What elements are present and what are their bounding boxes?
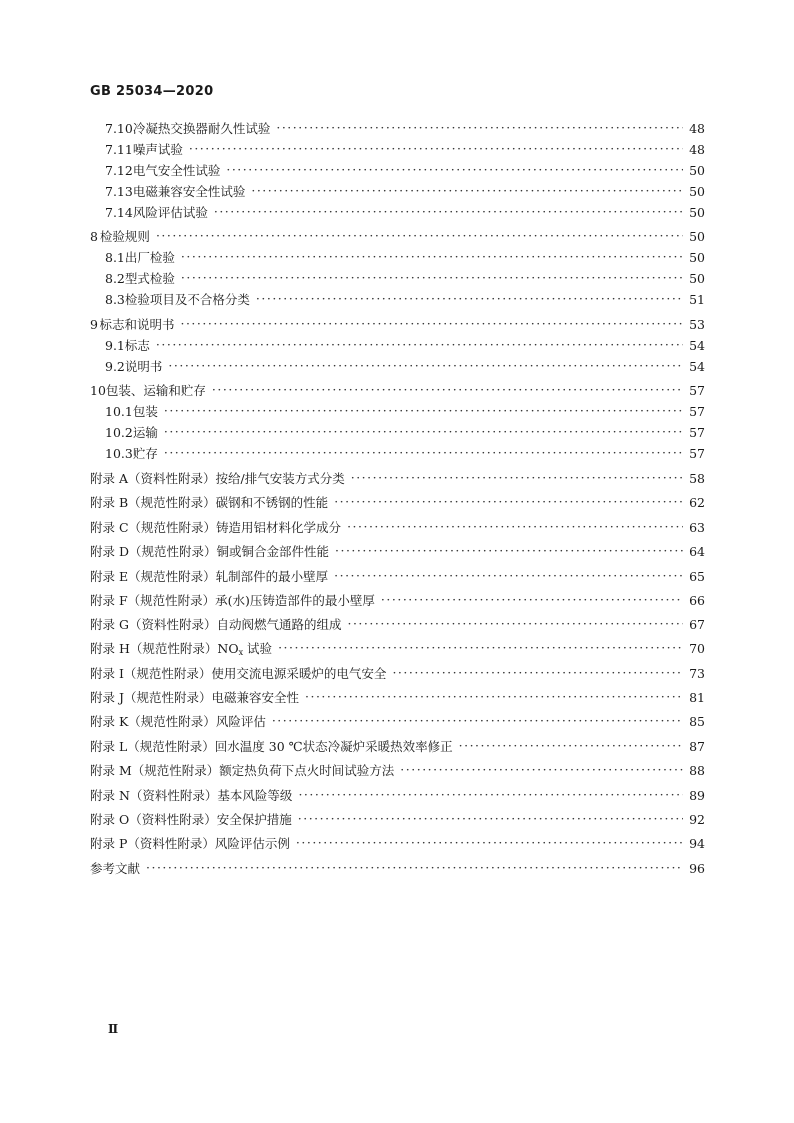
toc-entry-page: 58 [689, 470, 705, 486]
toc-entry-page: 63 [689, 519, 705, 535]
toc-entry[interactable] [90, 760, 705, 780]
toc-entry-number: 7.10 [105, 120, 133, 136]
dot-leader [181, 268, 683, 288]
dot-leader [459, 736, 683, 756]
toc-entry-page: 57 [689, 403, 705, 419]
toc-entry-page: 53 [689, 316, 705, 332]
toc-entry-page: 54 [689, 358, 705, 374]
dot-leader [272, 711, 683, 731]
toc-entry-page: 96 [689, 860, 705, 876]
dot-leader [146, 858, 683, 878]
dot-leader [189, 139, 683, 159]
toc-entry-title: 出厂检验 [124, 250, 175, 265]
toc-entry[interactable] [105, 401, 705, 421]
dot-leader [164, 422, 683, 442]
toc-entry-title: 检验规则 [99, 229, 150, 244]
toc-entry-number: 8.2 [105, 270, 125, 286]
toc-entry[interactable] [90, 687, 705, 707]
toc-entry-number: 8.1 [105, 249, 125, 265]
toc-entry-page: 48 [689, 120, 705, 136]
toc-entry-title: 运输 [132, 425, 158, 440]
dot-leader [298, 785, 683, 805]
toc-entry-title: 承(水)压铸造部件的最小壁厚 [215, 593, 375, 608]
toc-entry[interactable] [90, 492, 705, 512]
dot-leader [181, 247, 683, 267]
page-number: Ⅱ [108, 1022, 119, 1036]
dot-leader [164, 401, 683, 421]
toc-entry-page: 65 [689, 568, 705, 584]
toc-entry-page: 73 [689, 665, 705, 681]
toc-entry-page: 50 [689, 204, 705, 220]
toc-entry-page: 67 [689, 616, 705, 632]
toc-entry-title: 标志和说明书 [99, 317, 175, 332]
toc-entry-title: 自动阀燃气通路的组成 [216, 617, 342, 632]
toc-entry-title: 使用交流电源采暖炉的电气安全 [211, 666, 387, 681]
toc-entry-number: 附录 D（规范性附录） [90, 544, 217, 559]
toc-entry-title: 风险评估 [215, 714, 266, 729]
dot-leader [305, 687, 683, 707]
toc-entry-title: 参考文献 [90, 861, 141, 876]
toc-entry-number: 附录 F（规范性附录） [90, 593, 216, 608]
toc-entry[interactable] [105, 268, 705, 288]
toc-entry-title-main: NO [217, 641, 239, 656]
toc-entry-number: 附录 H（规范性附录） [90, 641, 218, 656]
dot-leader [400, 760, 683, 780]
toc-entry-title: 包装 [132, 404, 158, 419]
toc-entry-title: 按给/排气安装方式分类 [215, 471, 345, 486]
dot-leader [334, 566, 683, 586]
toc-entry[interactable] [105, 181, 705, 201]
dot-leader [351, 468, 683, 488]
toc-entry-page: 92 [689, 811, 705, 827]
toc-entry-number: 附录 M（规范性附录） [90, 763, 220, 778]
dot-leader [251, 181, 683, 201]
dot-leader [347, 517, 683, 537]
toc-entry-page: 57 [689, 382, 705, 398]
toc-entry[interactable] [90, 566, 705, 586]
dot-leader [392, 663, 683, 683]
toc-entry-number: 9.1 [105, 337, 125, 353]
toc-entry[interactable] [105, 422, 705, 442]
dot-leader [296, 833, 683, 853]
toc-entry-number: 10.2 [105, 424, 133, 440]
toc-entry[interactable] [105, 356, 705, 376]
toc-entry-number: 7.11 [105, 141, 133, 157]
toc-entry-title: 额定热负荷下点火时间试验方法 [219, 763, 395, 778]
dot-leader [156, 335, 683, 355]
toc-entry-number: 9.2 [105, 358, 125, 374]
toc-entry-title: 风险评估示例 [214, 836, 290, 851]
toc-entry[interactable] [90, 809, 705, 829]
dot-leader [276, 118, 683, 138]
toc-entry-title: 铜或铜合金部件性能 [216, 544, 330, 559]
toc-entry-title: 安全保护措施 [216, 812, 292, 827]
toc-entry[interactable] [90, 785, 705, 805]
toc-entry-page: 51 [689, 291, 705, 307]
toc-entry-number: 7.12 [105, 162, 133, 178]
toc-entry-number: 8.3 [105, 291, 125, 307]
toc-entry[interactable] [90, 590, 705, 610]
toc-entry-page: 48 [689, 141, 705, 157]
toc-entry-title: 碳钢和不锈钢的性能 [215, 495, 329, 510]
dot-leader [168, 356, 683, 376]
dot-leader [226, 160, 683, 180]
toc-entry-title: 风险评估试验 [132, 205, 208, 220]
toc-entry-page: 50 [689, 270, 705, 286]
toc-entry-title-subscript: x [238, 648, 244, 657]
toc-entry-number: 附录 C（规范性附录） [90, 520, 217, 535]
toc-entry-page: 64 [689, 543, 705, 559]
dot-leader [212, 380, 683, 400]
toc-entry-page: 50 [689, 249, 705, 265]
toc-entry-number: 附录 O（资料性附录） [90, 812, 217, 827]
toc-entry-number: 附录 P（资料性附录） [90, 836, 215, 851]
toc-entry[interactable] [90, 541, 705, 561]
toc-entry-title: 检验项目及不合格分类 [124, 292, 250, 307]
toc-entry-page: 87 [689, 738, 705, 754]
toc-entry-page: 89 [689, 787, 705, 803]
document-header: GB 25034—2020 [90, 84, 214, 99]
toc-entry-title: 型式检验 [124, 271, 175, 286]
toc-entry-number: 附录 J（规范性附录） [90, 690, 212, 705]
dot-leader [156, 226, 683, 246]
toc-entry-title: 电气安全性试验 [132, 163, 221, 178]
dot-leader [335, 541, 683, 561]
toc-entry-page: 62 [689, 494, 705, 510]
toc-entry[interactable] [90, 468, 705, 488]
toc-entry-number: 10.1 [105, 403, 133, 419]
toc-entry-page: 88 [689, 762, 705, 778]
toc-entry[interactable] [90, 833, 705, 853]
toc-entry[interactable] [90, 314, 705, 334]
toc-entry-title: 回水温度 30 ℃状态冷凝炉采暖热效率修正 [214, 739, 453, 754]
toc-entry[interactable] [105, 139, 705, 159]
toc-entry-page: 57 [689, 445, 705, 461]
dot-leader [278, 638, 683, 658]
toc-entry-number: 附录 N（资料性附录） [90, 788, 218, 803]
toc-entry-page: 85 [689, 713, 705, 729]
toc-entry-number: 附录 A（资料性附录） [90, 471, 216, 486]
toc-entry-page: 50 [689, 162, 705, 178]
toc-entry[interactable] [90, 711, 705, 731]
toc-entry-page: 54 [689, 337, 705, 353]
toc-entry[interactable] [105, 202, 705, 222]
toc-entry[interactable] [105, 160, 705, 180]
dot-leader [334, 492, 683, 512]
toc-entry[interactable] [105, 289, 705, 309]
dot-leader [298, 809, 683, 829]
toc-entry[interactable] [105, 443, 705, 463]
toc-entry-number: 附录 E（规范性附录） [90, 569, 216, 584]
toc-entry-title: 包装、运输和贮存 [105, 383, 206, 398]
toc-entry-page: 70 [689, 640, 705, 656]
toc-entry-title: 电磁兼容安全性 [211, 690, 300, 705]
toc-entry-page: 57 [689, 424, 705, 440]
dot-leader [164, 443, 683, 463]
toc-entry[interactable] [105, 118, 705, 138]
toc-entry-number: 8 [90, 228, 98, 244]
toc-entry-title: 说明书 [124, 359, 163, 374]
toc-entry-number: 附录 L（规范性附录） [90, 739, 215, 754]
toc-entry[interactable] [90, 858, 705, 878]
toc-entry-title: 铸造用铝材料化学成分 [216, 520, 342, 535]
dot-leader [381, 590, 683, 610]
toc-entry-title: 贮存 [132, 446, 158, 461]
toc-entry[interactable] [90, 380, 705, 400]
toc-entry-number: 7.14 [105, 204, 133, 220]
dot-leader [180, 314, 683, 334]
toc-entry-number: 10.3 [105, 445, 133, 461]
toc-entry[interactable] [105, 335, 705, 355]
toc-entry-page: 50 [689, 228, 705, 244]
dot-leader [214, 202, 683, 222]
toc-entry-title: 标志 [124, 338, 150, 353]
toc-entry-number: 附录 B（规范性附录） [90, 495, 216, 510]
toc-entry-title: 基本风险等级 [217, 788, 293, 803]
toc-entry[interactable] [90, 638, 705, 658]
toc-entry-number: 7.13 [105, 183, 133, 199]
toc-entry-title: 冷凝热交换器耐久性试验 [132, 121, 271, 136]
toc-entry[interactable] [90, 736, 705, 756]
toc-entry[interactable] [105, 247, 705, 267]
toc-entry-title: 电磁兼容安全性试验 [132, 184, 246, 199]
toc-entry-page: 50 [689, 183, 705, 199]
toc-entry[interactable] [90, 517, 705, 537]
toc-entry[interactable] [90, 614, 705, 634]
toc-entry-number: 10 [90, 382, 106, 398]
toc-entry-title: 轧制部件的最小壁厚 [215, 569, 329, 584]
toc-entry-number: 9 [90, 316, 98, 332]
toc-entry-title: 噪声试验 [132, 142, 183, 157]
toc-entry-title [217, 639, 272, 657]
toc-entry[interactable] [90, 226, 705, 246]
toc-entry[interactable] [90, 663, 705, 683]
toc-entry-page: 94 [689, 835, 705, 851]
toc-entry-number: 附录 G（资料性附录） [90, 617, 217, 632]
toc-entry-page: 66 [689, 592, 705, 608]
dot-leader [256, 289, 683, 309]
toc-entry-title-suffix: 试验 [243, 641, 273, 656]
toc-entry-page: 81 [689, 689, 705, 705]
toc-entry-number: 附录 K（规范性附录） [90, 714, 216, 729]
dot-leader [347, 614, 683, 634]
toc-entry-number: 附录 I（规范性附录） [90, 666, 212, 681]
